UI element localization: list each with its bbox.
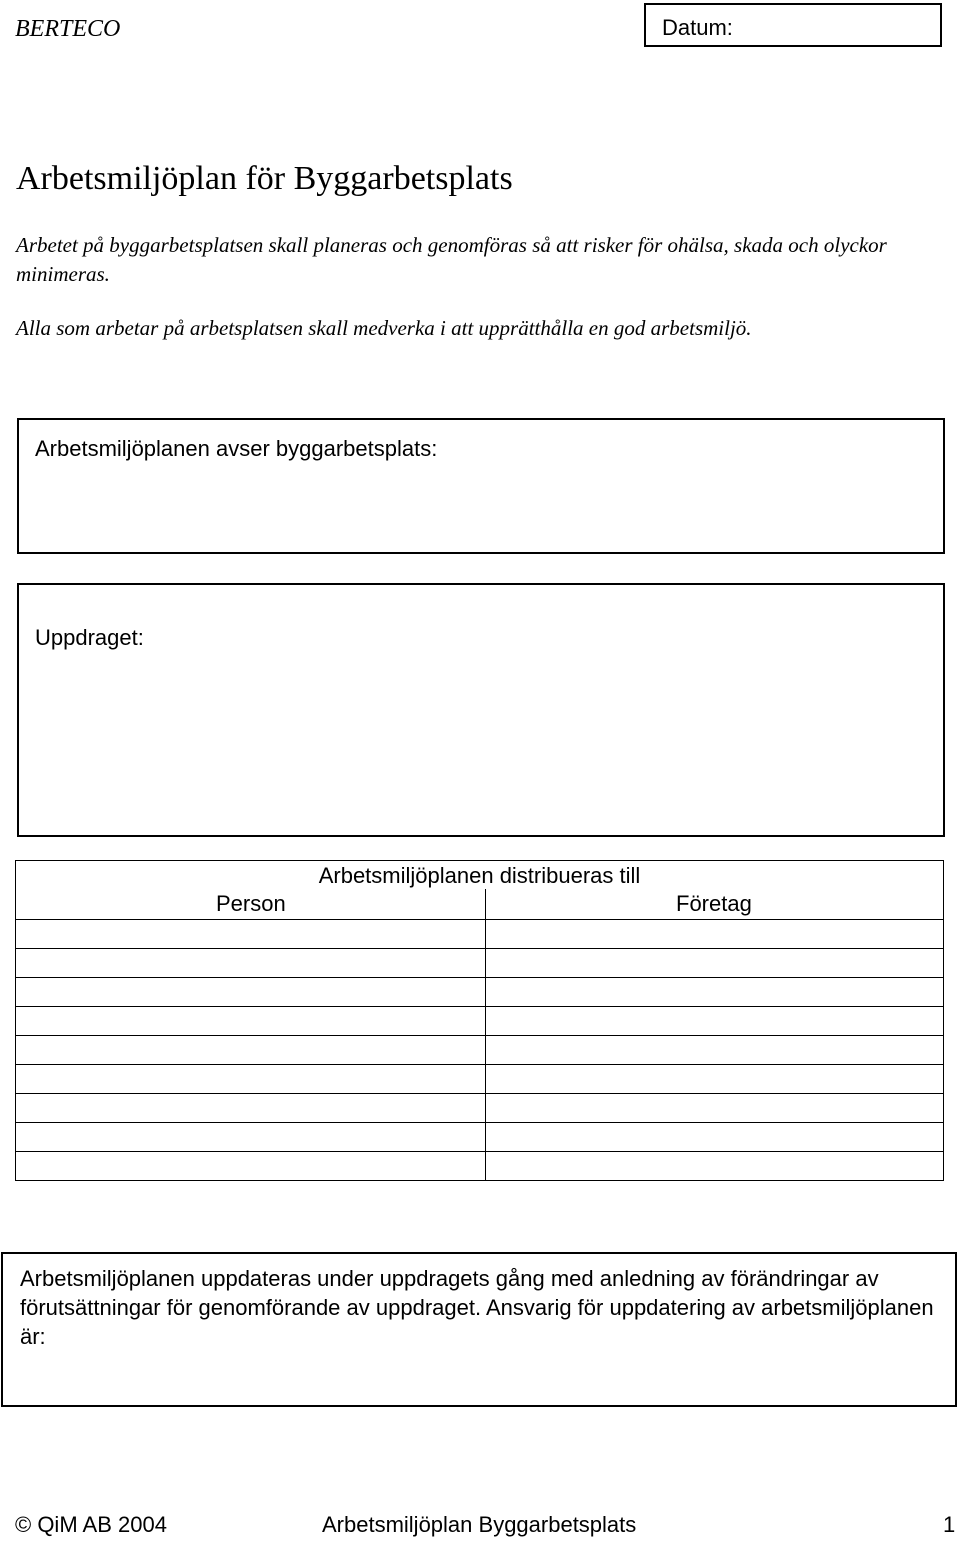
table-row xyxy=(16,920,944,949)
company-cell[interactable] xyxy=(486,949,944,978)
table-row xyxy=(16,1036,944,1065)
company-cell[interactable] xyxy=(486,1065,944,1094)
distribution-caption: Arbetsmiljöplanen distribueras till xyxy=(16,861,944,890)
column-header-person: Person xyxy=(16,889,486,920)
page-number: 1 xyxy=(943,1512,956,1537)
company-cell[interactable] xyxy=(486,1007,944,1036)
company-cell[interactable] xyxy=(486,1152,944,1181)
intro-paragraph-2: Alla som arbetar på arbetsplatsen skall medverka i att upprätthålla en god arbetsmiljö. xyxy=(16,316,752,340)
intro-text xyxy=(16,231,951,343)
copyright-text: © QiM AB 2004 xyxy=(15,1512,167,1537)
site-label: Arbetsmiljöplanen avser byggarbetsplats: xyxy=(35,436,438,461)
assignment-label: Uppdraget: xyxy=(35,625,144,650)
table-row xyxy=(16,978,944,1007)
company-cell[interactable] xyxy=(486,1123,944,1152)
company-cell[interactable] xyxy=(486,920,944,949)
intro-paragraph-1: Arbetet på byggarbetsplatsen skall planeras och genomföras så att risker för ohälsa, skada och olyckor minimeras. xyxy=(16,233,887,286)
date-label: Datum: xyxy=(662,15,733,40)
table-row xyxy=(16,1007,944,1036)
table-row xyxy=(16,1094,944,1123)
document-title: Arbetsmiljöplan för Byggarbetsplats xyxy=(16,160,513,197)
assignment-field[interactable] xyxy=(17,583,945,837)
company-cell[interactable] xyxy=(486,1094,944,1123)
date-field[interactable] xyxy=(644,3,942,47)
table-row xyxy=(16,1065,944,1094)
company-name: BERTECO xyxy=(15,16,121,42)
person-cell[interactable] xyxy=(16,949,486,978)
table-row xyxy=(16,1123,944,1152)
site-field[interactable] xyxy=(17,418,945,554)
person-cell[interactable] xyxy=(16,1094,486,1123)
company-cell[interactable] xyxy=(486,978,944,1007)
person-cell[interactable] xyxy=(16,1152,486,1181)
company-cell[interactable] xyxy=(486,1036,944,1065)
person-cell[interactable] xyxy=(16,978,486,1007)
person-cell[interactable] xyxy=(16,1036,486,1065)
footer-document-name: Arbetsmiljöplan Byggarbetsplats xyxy=(322,1512,637,1537)
table-row xyxy=(16,949,944,978)
person-cell[interactable] xyxy=(16,920,486,949)
update-responsibility-field[interactable] xyxy=(1,1252,957,1407)
column-header-company: Företag xyxy=(486,889,944,920)
table-row xyxy=(16,1152,944,1181)
person-cell[interactable] xyxy=(16,1007,486,1036)
person-cell[interactable] xyxy=(16,1065,486,1094)
distribution-table xyxy=(15,860,944,1181)
person-cell[interactable] xyxy=(16,1123,486,1152)
update-text: Arbetsmiljöplanen uppdateras under uppdragets gång med anledning av förändringar av förutsättningar för genomförande av uppdraget. Ansvarig för uppdatering av arbetsmiljöplanen är: xyxy=(20,1266,934,1349)
